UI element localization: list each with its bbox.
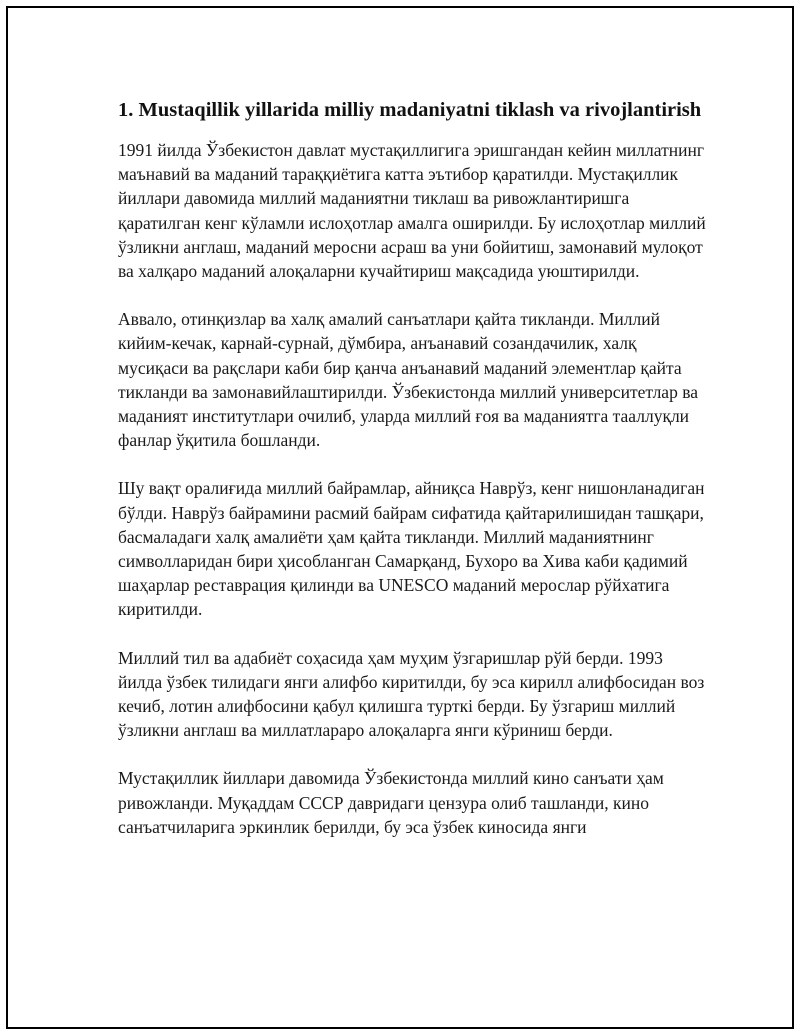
- section-title: 1. Mustaqillik yillarida milliy madaniyatni tiklash va rivojlantirish: [118, 99, 702, 121]
- document-body: [118, 96, 708, 863]
- paragraph-1: 1991 йилда Ўзбекистон давлат мустақиллигига эришгандан кейин миллатнинг маънавий ва маданий тараққиётига катта эътибор қаратилди. Мустақиллик йиллари давомида миллий маданиятни тиклаш ва ривожлантиришга қаратилган кенг кўламли ислоҳотлар амалга оширилди. Бу ислоҳотлар миллий ўзликни англаш, маданий меросни асраш ва уни бойитиш, замонавий мулоқот ва халқаро маданий алоқаларни кучайтириш мақсадида уюштирилди.: [118, 140, 706, 282]
- paragraph-2: Аввало, отинқизлар ва халқ амалий санъатлари қайта тикланди. Миллий кийим-кечак, карнай-сурнай, дўмбира, анъанавий созандачилик, халқ мусиқаси ва рақслари каби бир қанча анъанавий маданий элементлар қайта тикланди ва замонавийлаштирилди. Ўзбекистонда миллий университетлар ва маданият институтлари очилиб, уларда миллий ғоя ва маданиятга тааллуқли фанлар ўқитила бошланди.: [118, 309, 698, 451]
- paragraph-3: Шу вақт оралиғида миллий байрамлар, айниқса Наврўз, кенг нишонланадиган бўлди. Наврўз байрамини расмий байрам сифатида қайтарилишидан ташқари, басмаладаги халқ амалиёти ҳам қайта тикланди. Миллий маданиятнинг символларидан бири ҳисобланган Самарқанд, Бухоро ва Хива каби қадимий шаҳарлар реставрация қилинди ва UNESCO маданий мерослар рўйхатига киритилди.: [118, 478, 705, 620]
- paragraph-4: Миллий тил ва адабиёт соҳасида ҳам муҳим ўзгаришлар рўй берди. 1993 йилда ўзбек тилидаги янги алифбо киритилди, бу эса кирилл алифбосидан воз кечиб, лотин алифбосини қабул қилишга турткі берди. Бу ўзгариш миллий ўзликни англаш ва миллатлараро алоқаларга янги кўриниш берди.: [118, 647, 705, 741]
- paragraph-5: Мустақиллик йиллари давомида Ўзбекистонда миллий кино санъати ҳам ривожланди. Муқаддам СССР давридаги цензура олиб ташланди, кино санъатчиларига эркинлик берилди, бу эса ўзбек киносида янги: [118, 768, 664, 837]
- document-page: [6, 6, 794, 1029]
